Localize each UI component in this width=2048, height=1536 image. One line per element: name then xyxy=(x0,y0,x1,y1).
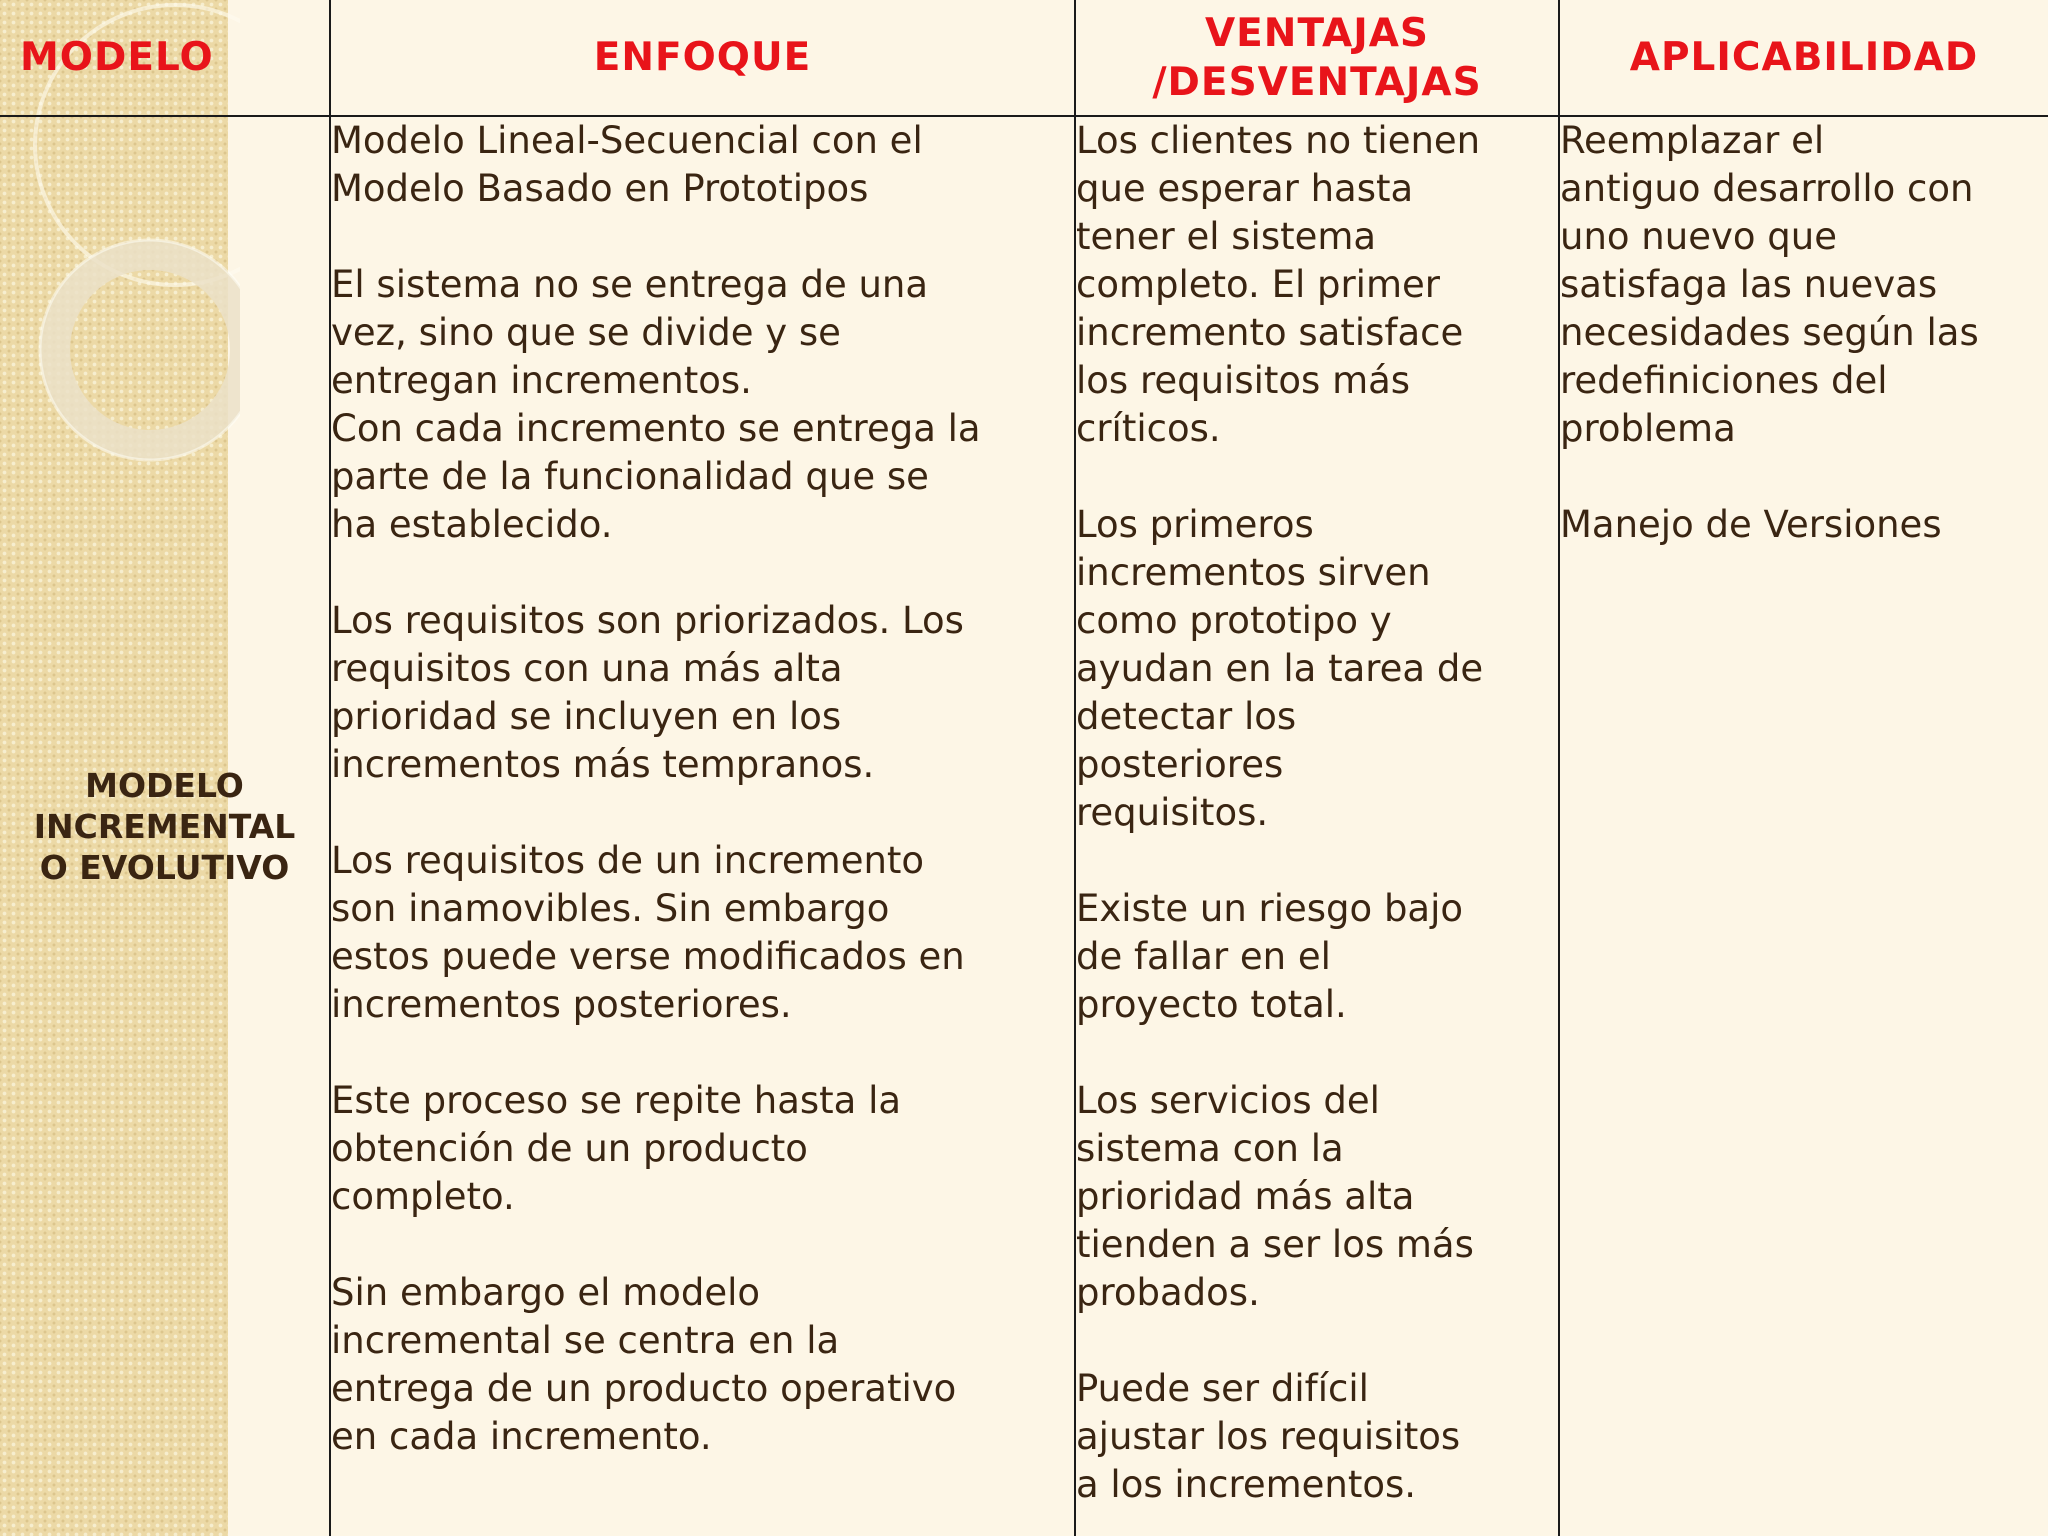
enfoque-paragraph: El sistema no se entrega de una vez, sino que se divide y se entregan incrementos. Con cada incremento se entrega la parte de la funcionalidad que se ha establecido. xyxy=(331,263,981,546)
header-ventajas: VENTAJAS /DESVENTAJAS xyxy=(1075,0,1559,116)
enfoque-paragraph: Los requisitos son priorizados. Los requisitos con una más alta prioridad se incluyen en los incrementos más tempranos. xyxy=(331,599,964,786)
header-row xyxy=(0,0,2048,116)
model-name-cell xyxy=(0,116,330,1536)
header-modelo: MODELO xyxy=(0,0,330,116)
ventajas-paragraph: Los clientes no tienen que esperar hasta tener el sistema completo. El primer incremento satisface los requisitos más críticos. xyxy=(1076,119,1481,450)
ventajas-cell xyxy=(1075,116,1559,1536)
enfoque-paragraph: Sin embargo el modelo incremental se centra en la entrega de un producto operativo en cada incremento. xyxy=(331,1271,957,1458)
enfoque-paragraph: Modelo Lineal-Secuencial con el Modelo Basado en Prototipos xyxy=(331,119,923,210)
ventajas-paragraph: Existe un riesgo bajo de fallar en el proyecto total. xyxy=(1076,887,1464,1026)
header-aplicabilidad: APLICABILIDAD xyxy=(1559,0,2048,116)
enfoque-paragraph: Este proceso se repite hasta la obtención de un producto completo. xyxy=(331,1079,902,1218)
enfoque-paragraph: Los requisitos de un incremento son inamovibles. Sin embargo estos puede verse modificados en incrementos posteriores. xyxy=(331,839,965,1026)
aplicabilidad-paragraph: Manejo de Versiones xyxy=(1560,503,1942,546)
model-name: MODELO INCREMENTAL O EVOLUTIVO xyxy=(33,766,296,887)
table-row xyxy=(0,116,2048,1536)
aplicabilidad-paragraph: Reemplazar el antiguo desarrollo con uno nuevo que satisfaga las nuevas necesidades según las redefiniciones del problema xyxy=(1560,119,1979,450)
header-enfoque: ENFOQUE xyxy=(330,0,1075,116)
ventajas-paragraph: Los primeros incrementos sirven como prototipo y ayudan en la tarea de detectar los posteriores requisitos. xyxy=(1076,503,1484,834)
ventajas-paragraph: Los servicios del sistema con la prioridad más alta tienden a ser los más probados. xyxy=(1076,1079,1474,1314)
enfoque-cell xyxy=(330,116,1075,1536)
ventajas-paragraph: Puede ser difícil ajustar los requisitos a los incrementos. xyxy=(1076,1367,1461,1506)
aplicabilidad-cell xyxy=(1559,116,2048,1536)
